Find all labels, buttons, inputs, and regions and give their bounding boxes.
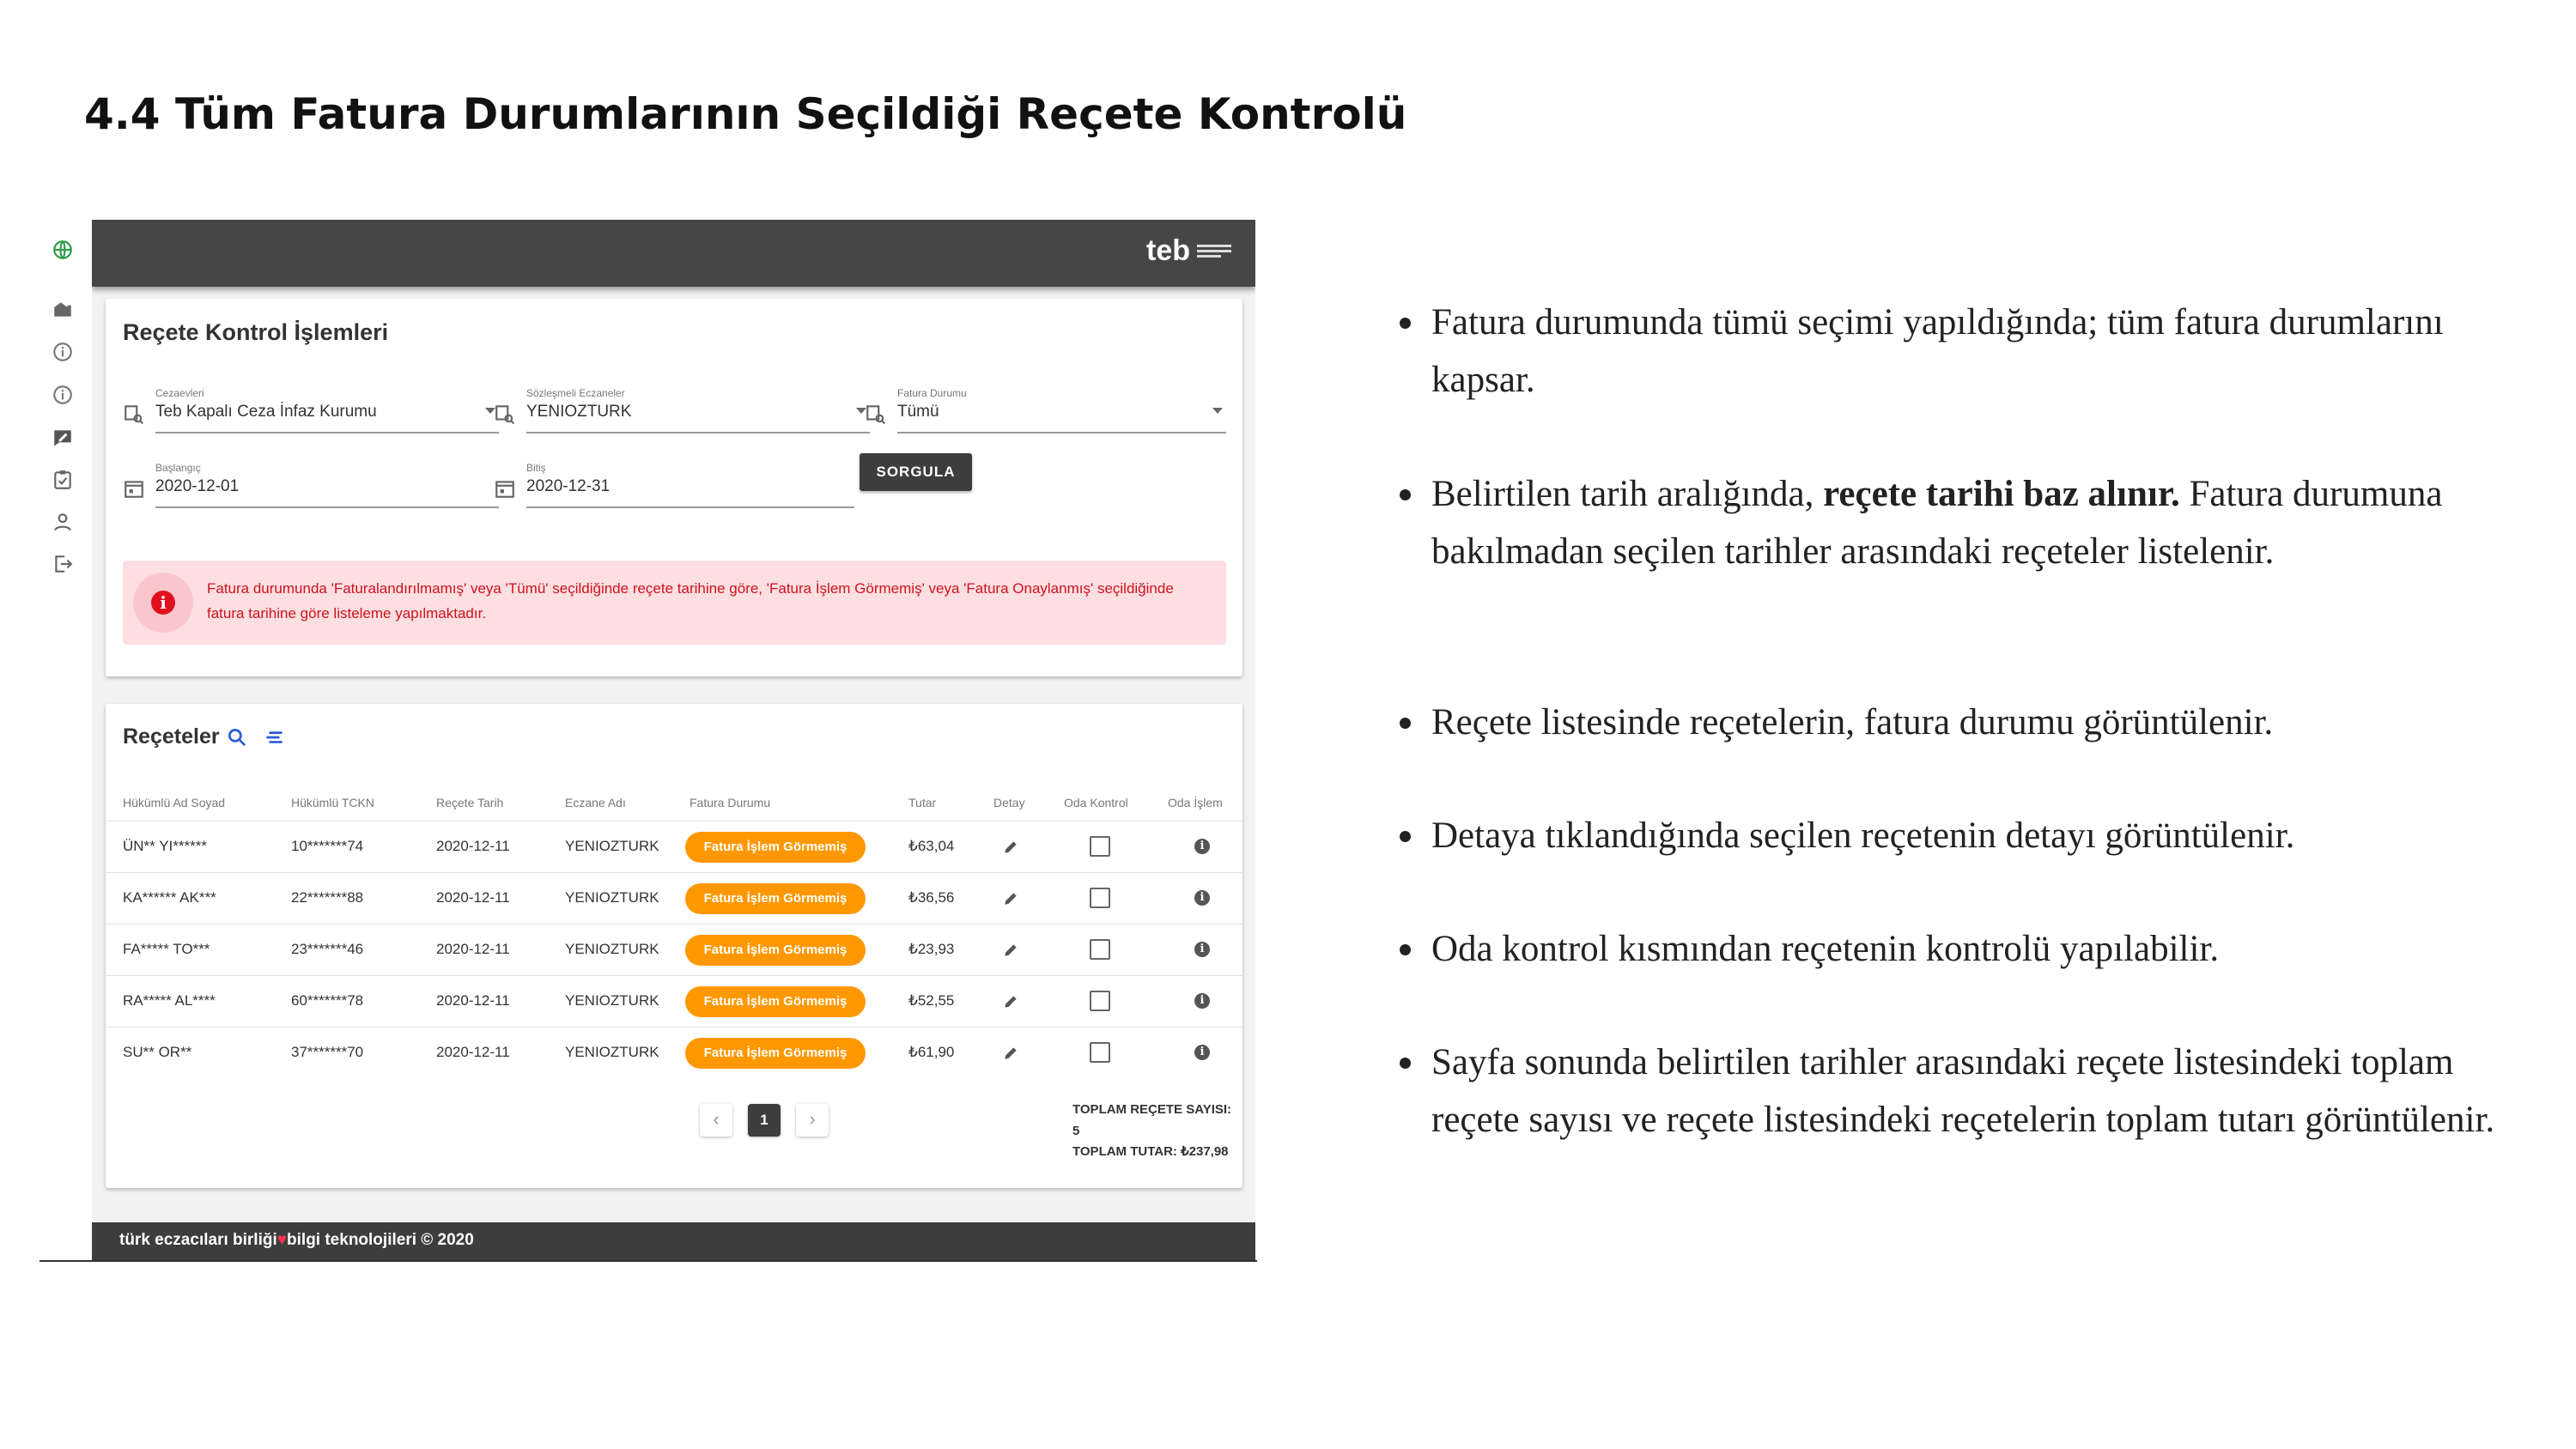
- query-card: [106, 299, 1242, 676]
- table-cell: ₺23,93: [908, 941, 955, 957]
- bitis-value: 2020-12-31: [526, 477, 611, 495]
- search-icon[interactable]: [226, 726, 248, 749]
- home-icon[interactable]: [50, 296, 76, 322]
- app-window: [92, 220, 1255, 1262]
- table-row[interactable]: [106, 975, 1242, 1028]
- calendar-icon: [123, 477, 145, 500]
- status-badge: Fatura İşlem Görmemiş: [685, 986, 866, 1017]
- table-cell: 2020-12-11: [436, 941, 510, 957]
- table-row[interactable]: [106, 821, 1242, 873]
- page-1-button[interactable]: 1: [748, 1104, 781, 1137]
- pencil-icon[interactable]: [1002, 993, 1019, 1010]
- calendar-icon: [494, 477, 516, 500]
- total-count-label: TOPLAM REÇETE SAYISI:: [1072, 1102, 1232, 1117]
- table-cell: 2020-12-11: [436, 1044, 510, 1060]
- table-cell: 2020-12-11: [436, 992, 510, 1009]
- table-cell: FA***** TO***: [123, 941, 210, 957]
- form-title: Reçete Kontrol İşlemleri: [123, 319, 389, 345]
- table-cell: 2020-12-11: [436, 889, 510, 906]
- alert-info-icon: i: [151, 591, 175, 615]
- table-cell: YENIOZTURK: [565, 838, 659, 854]
- slide-title: 4.4 Tüm Fatura Durumlarının Seçildiği Reçete Kontrolü: [84, 89, 1407, 139]
- building-search-icon: [865, 403, 887, 425]
- building-search-icon: [123, 403, 145, 425]
- divider: [39, 1260, 1257, 1262]
- next-page-button[interactable]: ›: [796, 1104, 829, 1137]
- table-cell: ₺61,90: [908, 1044, 955, 1060]
- eczaneler-value: YENIOZTURK: [526, 403, 632, 421]
- table-cell: YENIOZTURK: [565, 941, 659, 957]
- bitis-label: Bitiş: [526, 462, 546, 474]
- prev-page-button[interactable]: ‹: [700, 1104, 732, 1137]
- total-count-value: 5: [1072, 1124, 1080, 1138]
- table-cell: YENIOZTURK: [565, 889, 659, 906]
- table-cell: 37*******70: [291, 1044, 364, 1060]
- baslangic-value: 2020-12-01: [155, 477, 240, 495]
- oda-islem-info-icon[interactable]: i: [1194, 942, 1210, 957]
- building-search-icon: [494, 403, 516, 425]
- brand-lines-icon: [1197, 245, 1231, 258]
- oda-islem-info-icon[interactable]: i: [1194, 993, 1210, 1009]
- oda-islem-info-icon[interactable]: i: [1194, 839, 1210, 854]
- bullet-text: Sayfa sonunda belirtilen tarihler arasındaki reçete listesindeki toplam reçete sayısı ve reçete listesindeki reçetelerin toplam tutarı görüntülenir.: [1431, 1042, 2495, 1140]
- total-amount: TOPLAM TUTAR: ₺237,98: [1072, 1144, 1229, 1159]
- bullet-text: Oda kontrol kısmından reçetenin kontrolü yapılabilir.: [1431, 929, 2220, 969]
- cezaevleri-label: Cezaevleri: [155, 387, 204, 399]
- table-cell: 2020-12-11: [436, 838, 510, 854]
- baslangic-label: Başlangıç: [155, 462, 201, 474]
- table-cell: SU** OR**: [123, 1044, 192, 1060]
- recete-list-card: [106, 704, 1242, 1188]
- pencil-icon[interactable]: [1002, 890, 1019, 907]
- footer-bar: [92, 1222, 1255, 1262]
- alert-text: Fatura durumunda 'Faturalandırılmamış' veya 'Tümü' seçildiğinde reçete tarihine göre, 'Fatura İşlem Görmemiş' veya 'Fatura Onaylanmış' seçildiğinde fatura tarihine göre listeleme yapılmaktadır.: [207, 580, 1174, 621]
- pencil-icon[interactable]: [1002, 839, 1019, 856]
- table-cell: 23*******46: [291, 941, 364, 957]
- oda-kontrol-checkbox[interactable]: [1090, 836, 1110, 857]
- oda-kontrol-checkbox[interactable]: [1090, 991, 1110, 1011]
- info-icon[interactable]: [50, 339, 76, 365]
- table-cell: YENIOZTURK: [565, 1044, 659, 1060]
- table-cell: ₺63,04: [908, 838, 955, 854]
- eczaneler-label: Sözleşmeli Eczaneler: [526, 387, 625, 399]
- table-cell: RA***** AL****: [123, 992, 216, 1009]
- cezaevleri-select[interactable]: [123, 387, 499, 433]
- baslangic-date-field[interactable]: [123, 462, 499, 508]
- chevron-down-icon: [1212, 408, 1223, 414]
- column-header: Reçete Tarih: [436, 796, 504, 809]
- status-badge: Fatura İşlem Görmemiş: [685, 935, 866, 966]
- info-alert: [123, 561, 1226, 645]
- cezaevleri-value: Teb Kapalı Ceza İnfaz Kurumu: [155, 403, 377, 421]
- column-header: Oda Kontrol: [1064, 796, 1128, 809]
- bullet-text: Detaya tıklandığında seçilen reçetenin detayı görüntülenir.: [1431, 815, 2295, 856]
- filter-icon[interactable]: [264, 728, 286, 747]
- column-header: Oda İşlem: [1168, 796, 1223, 809]
- fatura-durumu-label: Fatura Durumu: [897, 387, 967, 399]
- bullet-item: [1400, 920, 2550, 980]
- column-header: Fatura Durumu: [690, 796, 771, 809]
- bullet-item: [1400, 294, 2550, 414]
- sorgula-button[interactable]: SORGULA: [860, 453, 972, 491]
- table-cell: ₺52,55: [908, 992, 955, 1009]
- oda-kontrol-checkbox[interactable]: [1090, 1042, 1110, 1063]
- fatura-durumu-select[interactable]: [865, 387, 1226, 433]
- pencil-icon[interactable]: [1002, 1045, 1019, 1062]
- edit-icon[interactable]: [50, 425, 76, 451]
- info-icon[interactable]: [50, 382, 76, 408]
- oda-kontrol-checkbox[interactable]: [1090, 888, 1110, 908]
- column-header: Hükümlü TCKN: [291, 796, 374, 809]
- footer-text: türk eczacıları birliği♥bilgi teknolojileri © 2020: [119, 1231, 474, 1249]
- column-header: Hükümlü Ad Soyad: [123, 796, 226, 809]
- person-icon[interactable]: [50, 509, 76, 535]
- heart-icon: ♥: [276, 1231, 288, 1249]
- clipboard-check-icon[interactable]: [50, 467, 76, 493]
- oda-kontrol-checkbox[interactable]: [1090, 939, 1110, 960]
- logout-icon[interactable]: [50, 551, 76, 577]
- table-cell: 22*******88: [291, 889, 364, 906]
- bullet-text: Reçete listesinde reçetelerin, fatura durumu görüntülenir.: [1431, 702, 2274, 743]
- bullet-item: [1400, 807, 2550, 867]
- column-header: Tutar: [908, 796, 937, 809]
- fatura-durumu-value: Tümü: [897, 403, 939, 421]
- eczaneler-select[interactable]: [494, 387, 870, 433]
- bullet-text: Fatura durumunda tümü seçimi yapıldığında; tüm fatura durumlarını kapsar.: [1431, 302, 2444, 400]
- table-row[interactable]: [106, 924, 1242, 976]
- pencil-icon[interactable]: [1002, 942, 1019, 959]
- globe-icon[interactable]: [50, 237, 76, 263]
- bullet-item: [1400, 465, 2550, 646]
- table-row[interactable]: [106, 1027, 1242, 1079]
- table-cell: 60*******78: [291, 992, 364, 1009]
- table-row[interactable]: [106, 872, 1242, 925]
- column-header: Detay: [993, 796, 1025, 809]
- table-cell: YENIOZTURK: [565, 992, 659, 1009]
- bullet-text: Belirtilen tarih aralığında, reçete tarihi baz alınır. Fatura durumuna bakılmadan seçilen tarihler arasındaki reçeteler listelenir.: [1431, 474, 2443, 572]
- table-cell: ÜN** YI******: [123, 838, 207, 854]
- list-title: Reçeteler: [123, 724, 220, 749]
- top-bar: [92, 220, 1255, 287]
- column-header: Eczane Adı: [565, 796, 626, 809]
- bullet-item: [1400, 694, 2550, 754]
- status-badge: Fatura İşlem Görmemiş: [685, 883, 866, 914]
- table-cell: ₺36,56: [908, 889, 955, 906]
- bullet-item: [1400, 1034, 2550, 1214]
- table-cell: KA****** AK***: [123, 889, 216, 906]
- table-cell: 10*******74: [291, 838, 364, 854]
- brand-logo: teb: [1146, 234, 1231, 268]
- status-badge: Fatura İşlem Görmemiş: [685, 832, 866, 863]
- oda-islem-info-icon[interactable]: i: [1194, 1045, 1210, 1060]
- status-badge: Fatura İşlem Görmemiş: [685, 1038, 866, 1069]
- oda-islem-info-icon[interactable]: i: [1194, 890, 1210, 906]
- bitis-date-field[interactable]: [494, 462, 854, 508]
